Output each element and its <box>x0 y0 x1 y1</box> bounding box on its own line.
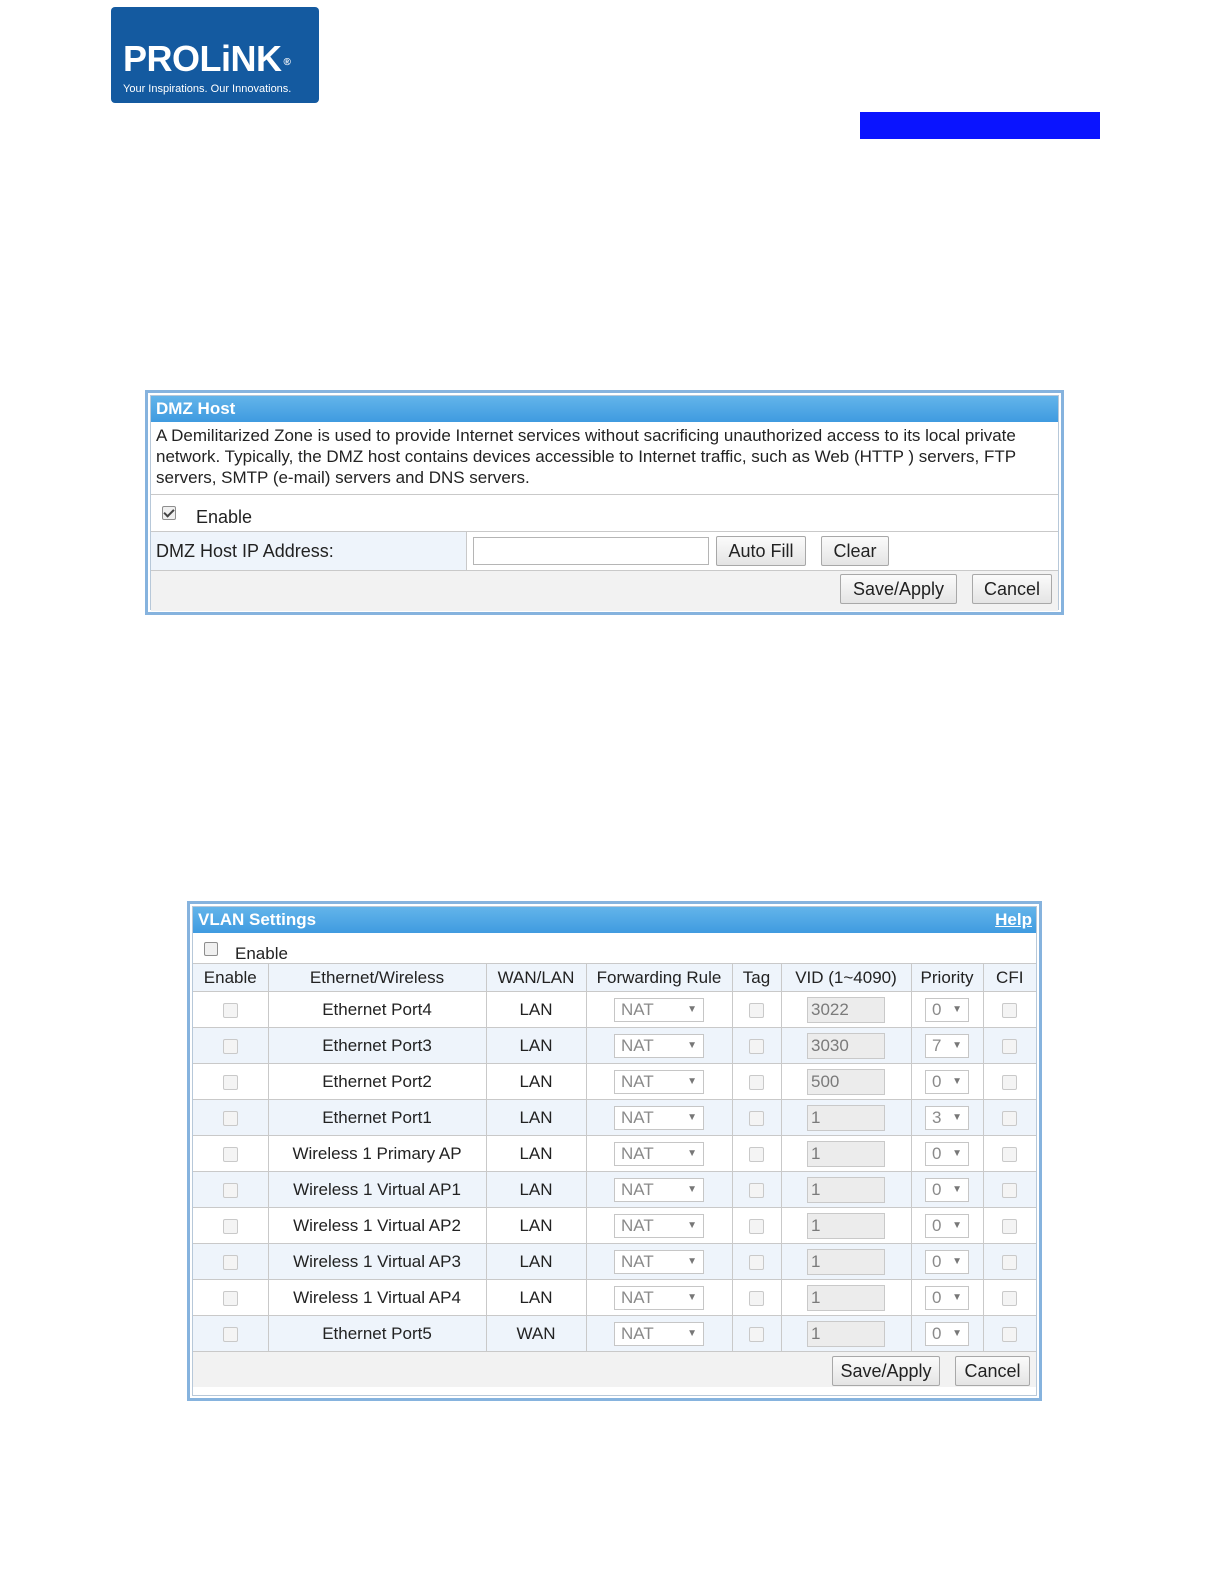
tag-checkbox[interactable] <box>749 1291 764 1306</box>
dmz-footer <box>151 571 1058 611</box>
row-tag-cell <box>732 1280 781 1316</box>
row-wan-lan: LAN <box>486 1064 586 1100</box>
dropdown-arrow-icon: ▼ <box>952 1219 962 1231</box>
row-vid-cell <box>781 1136 911 1172</box>
row-tag-cell <box>732 1316 781 1352</box>
row-enable-checkbox[interactable] <box>223 1111 238 1126</box>
row-interface-name: Wireless 1 Virtual AP4 <box>268 1280 486 1316</box>
dropdown-arrow-icon: ▼ <box>952 1075 962 1087</box>
row-forwarding-cell <box>586 1064 732 1100</box>
priority-value: 0 <box>932 1323 942 1343</box>
priority-select[interactable] <box>925 1322 969 1346</box>
column-header: Forwarding Rule <box>586 964 732 992</box>
row-priority-cell <box>911 1064 983 1100</box>
priority-value: 0 <box>932 1143 942 1163</box>
prolink-logo <box>111 7 319 103</box>
forwarding-rule-select[interactable] <box>614 1034 704 1058</box>
dmz-save-apply-button[interactable]: Save/Apply <box>840 574 957 604</box>
dropdown-arrow-icon: ▼ <box>687 1003 697 1015</box>
forwarding-rule-value: NAT <box>621 999 654 1019</box>
vid-input[interactable]: 500 <box>807 1069 885 1095</box>
checkbox-icon <box>204 942 218 956</box>
row-wan-lan: LAN <box>486 1172 586 1208</box>
row-priority-cell <box>911 1136 983 1172</box>
dropdown-arrow-icon: ▼ <box>687 1039 697 1051</box>
row-forwarding-cell <box>586 1136 732 1172</box>
row-forwarding-cell <box>586 992 732 1028</box>
row-enable-cell <box>193 1316 268 1352</box>
forwarding-rule-select[interactable] <box>614 1070 704 1094</box>
tag-checkbox[interactable] <box>749 1147 764 1162</box>
row-interface-name: Wireless 1 Virtual AP2 <box>268 1208 486 1244</box>
dropdown-arrow-icon: ▼ <box>952 1039 962 1051</box>
row-forwarding-cell <box>586 1100 732 1136</box>
dropdown-arrow-icon: ▼ <box>952 1291 962 1303</box>
auto-fill-button[interactable]: Auto Fill <box>716 536 806 566</box>
dmz-description: A Demilitarized Zone is used to provide Internet services without sacrificing unauthorized access to its local private network. Typically, the DMZ host contains devices accessible to Internet traffic, such as Web (HTTP ) servers, FTP servers, SMTP (e-mail) servers and DNS servers. <box>151 422 1058 495</box>
row-enable-checkbox[interactable] <box>223 1003 238 1018</box>
priority-value: 0 <box>932 1215 942 1235</box>
dmz-ip-row <box>151 532 1058 571</box>
tag-checkbox[interactable] <box>749 1111 764 1126</box>
dropdown-arrow-icon: ▼ <box>687 1219 697 1231</box>
row-vid-cell <box>781 1280 911 1316</box>
vlan-save-apply-button[interactable]: Save/Apply <box>832 1356 940 1386</box>
row-wan-lan: LAN <box>486 1208 586 1244</box>
row-enable-cell <box>193 1208 268 1244</box>
dropdown-arrow-icon: ▼ <box>687 1147 697 1159</box>
vlan-enable-label: Enable <box>235 944 288 963</box>
vlan-enable-row <box>193 933 1036 964</box>
vid-input[interactable]: 3030 <box>807 1033 885 1059</box>
dropdown-arrow-icon: ▼ <box>952 1183 962 1195</box>
row-wan-lan: LAN <box>486 1136 586 1172</box>
dropdown-arrow-icon: ▼ <box>687 1111 697 1123</box>
vlan-settings-panel <box>187 901 1042 1401</box>
column-header: Tag <box>732 964 781 992</box>
row-cfi-cell <box>983 1100 1036 1136</box>
dropdown-arrow-icon: ▼ <box>687 1291 697 1303</box>
row-vid-cell <box>781 1208 911 1244</box>
row-interface-name: Ethernet Port2 <box>268 1064 486 1100</box>
row-forwarding-cell <box>586 1172 732 1208</box>
column-header: VID (1~4090) <box>781 964 911 992</box>
row-vid-cell <box>781 1244 911 1280</box>
row-enable-checkbox[interactable] <box>223 1291 238 1306</box>
row-cfi-cell <box>983 1244 1036 1280</box>
column-header: Ethernet/Wireless <box>268 964 486 992</box>
forwarding-rule-value: NAT <box>621 1323 654 1343</box>
row-enable-checkbox[interactable] <box>223 1327 238 1342</box>
table-row <box>193 1136 1036 1172</box>
dropdown-arrow-icon: ▼ <box>952 1003 962 1015</box>
priority-value: 0 <box>932 1287 942 1307</box>
cfi-checkbox[interactable] <box>1002 1255 1017 1270</box>
tag-checkbox[interactable] <box>749 1075 764 1090</box>
priority-value: 3 <box>932 1107 942 1127</box>
column-header: CFI <box>983 964 1036 992</box>
row-forwarding-cell <box>586 1316 732 1352</box>
vid-input[interactable]: 1 <box>807 1105 885 1131</box>
forwarding-rule-select[interactable] <box>614 1322 704 1346</box>
priority-select[interactable] <box>925 1142 969 1166</box>
forwarding-rule-value: NAT <box>621 1035 654 1055</box>
row-wan-lan: WAN <box>486 1316 586 1352</box>
row-interface-name: Wireless 1 Virtual AP1 <box>268 1172 486 1208</box>
row-enable-checkbox[interactable] <box>223 1255 238 1270</box>
dmz-enable-row <box>151 495 1058 532</box>
vlan-enable-checkbox[interactable] <box>204 941 218 961</box>
priority-select[interactable] <box>925 1286 969 1310</box>
row-vid-cell <box>781 1100 911 1136</box>
vid-input[interactable]: 1 <box>807 1177 885 1203</box>
priority-value: 0 <box>932 1179 942 1199</box>
row-interface-name: Wireless 1 Primary AP <box>268 1136 486 1172</box>
row-interface-name: Ethernet Port5 <box>268 1316 486 1352</box>
vlan-title <box>193 907 1036 933</box>
table-row <box>193 1028 1036 1064</box>
tag-checkbox[interactable] <box>749 1255 764 1270</box>
row-wan-lan: LAN <box>486 1100 586 1136</box>
dropdown-arrow-icon: ▼ <box>687 1075 697 1087</box>
vid-input[interactable]: 1 <box>807 1285 885 1311</box>
vlan-table <box>193 964 1036 1352</box>
cfi-checkbox[interactable] <box>1002 1111 1017 1126</box>
column-header: Enable <box>193 964 268 992</box>
dmz-cancel-button[interactable]: Cancel <box>972 574 1052 604</box>
highlight-bar <box>860 112 1100 139</box>
tag-checkbox[interactable] <box>749 1327 764 1342</box>
row-priority-cell <box>911 1100 983 1136</box>
vlan-cancel-button[interactable]: Cancel <box>955 1356 1030 1386</box>
priority-select[interactable] <box>925 998 969 1022</box>
forwarding-rule-select[interactable] <box>614 1286 704 1310</box>
vid-input[interactable]: 3022 <box>807 997 885 1023</box>
row-enable-checkbox[interactable] <box>223 1075 238 1090</box>
forwarding-rule-value: NAT <box>621 1287 654 1307</box>
cfi-checkbox[interactable] <box>1002 1327 1017 1342</box>
priority-select[interactable] <box>925 1070 969 1094</box>
row-tag-cell <box>732 1172 781 1208</box>
dropdown-arrow-icon: ▼ <box>952 1327 962 1339</box>
row-enable-checkbox[interactable] <box>223 1147 238 1162</box>
vid-input[interactable]: 1 <box>807 1321 885 1347</box>
row-cfi-cell <box>983 1136 1036 1172</box>
priority-select[interactable] <box>925 1106 969 1130</box>
row-forwarding-cell <box>586 1244 732 1280</box>
row-tag-cell <box>732 1100 781 1136</box>
logo-brand: PROLiNK ® <box>123 38 291 79</box>
forwarding-rule-select[interactable] <box>614 1142 704 1166</box>
row-enable-cell <box>193 1280 268 1316</box>
dmz-enable-label: Enable <box>196 507 253 527</box>
checkmark-icon <box>162 506 176 520</box>
priority-select[interactable] <box>925 1178 969 1202</box>
row-enable-checkbox[interactable] <box>223 1183 238 1198</box>
dropdown-arrow-icon: ▼ <box>952 1147 962 1159</box>
forwarding-rule-select[interactable] <box>614 1106 704 1130</box>
forwarding-rule-select[interactable] <box>614 998 704 1022</box>
forwarding-rule-value: NAT <box>621 1071 654 1091</box>
row-forwarding-cell <box>586 1208 732 1244</box>
cfi-checkbox[interactable] <box>1002 1183 1017 1198</box>
row-interface-name: Ethernet Port1 <box>268 1100 486 1136</box>
vlan-footer <box>193 1352 1036 1387</box>
row-tag-cell <box>732 1208 781 1244</box>
cfi-checkbox[interactable] <box>1002 1291 1017 1306</box>
row-cfi-cell <box>983 1280 1036 1316</box>
row-cfi-cell <box>983 1316 1036 1352</box>
tag-checkbox[interactable] <box>749 1219 764 1234</box>
forwarding-rule-value: NAT <box>621 1179 654 1199</box>
row-cfi-cell <box>983 1064 1036 1100</box>
vid-input[interactable]: 1 <box>807 1141 885 1167</box>
row-wan-lan: LAN <box>486 1280 586 1316</box>
forwarding-rule-select[interactable] <box>614 1214 704 1238</box>
dropdown-arrow-icon: ▼ <box>687 1183 697 1195</box>
row-tag-cell <box>732 1244 781 1280</box>
row-enable-cell <box>193 1136 268 1172</box>
priority-value: 0 <box>932 1251 942 1271</box>
row-interface-name: Ethernet Port4 <box>268 992 486 1028</box>
table-row <box>193 1172 1036 1208</box>
row-vid-cell <box>781 1064 911 1100</box>
dmz-enable-checkbox[interactable] <box>162 504 176 525</box>
row-tag-cell <box>732 1136 781 1172</box>
row-priority-cell <box>911 1280 983 1316</box>
dropdown-arrow-icon: ▼ <box>687 1255 697 1267</box>
cfi-checkbox[interactable] <box>1002 1075 1017 1090</box>
registered-mark: ® <box>283 57 291 68</box>
row-vid-cell <box>781 1316 911 1352</box>
priority-select[interactable] <box>925 1214 969 1238</box>
column-header: WAN/LAN <box>486 964 586 992</box>
row-enable-cell <box>193 992 268 1028</box>
row-priority-cell <box>911 1172 983 1208</box>
priority-value: 0 <box>932 1071 942 1091</box>
forwarding-rule-value: NAT <box>621 1107 654 1127</box>
row-interface-name: Wireless 1 Virtual AP3 <box>268 1244 486 1280</box>
vid-input[interactable]: 1 <box>807 1249 885 1275</box>
priority-select[interactable] <box>925 1250 969 1274</box>
row-cfi-cell <box>983 1208 1036 1244</box>
cfi-checkbox[interactable] <box>1002 1039 1017 1054</box>
dmz-ip-input[interactable] <box>473 537 709 565</box>
row-wan-lan: LAN <box>486 992 586 1028</box>
row-priority-cell <box>911 1028 983 1064</box>
row-tag-cell <box>732 992 781 1028</box>
table-row <box>193 1280 1036 1316</box>
row-vid-cell <box>781 992 911 1028</box>
table-row <box>193 1064 1036 1100</box>
row-wan-lan: LAN <box>486 1244 586 1280</box>
dmz-ip-label: DMZ Host IP Address: <box>151 532 467 570</box>
row-enable-cell <box>193 1244 268 1280</box>
tag-checkbox[interactable] <box>749 1183 764 1198</box>
dmz-title: DMZ Host <box>151 396 1058 422</box>
priority-value: 7 <box>932 1035 942 1055</box>
row-priority-cell <box>911 1244 983 1280</box>
forwarding-rule-value: NAT <box>621 1143 654 1163</box>
row-enable-checkbox[interactable] <box>223 1039 238 1054</box>
row-cfi-cell <box>983 992 1036 1028</box>
priority-select[interactable] <box>925 1034 969 1058</box>
priority-value: 0 <box>932 999 942 1019</box>
vlan-header-row <box>193 964 1036 992</box>
logo-tagline: Your Inspirations. Our Innovations. <box>123 83 292 95</box>
dmz-host-panel <box>145 390 1064 615</box>
row-forwarding-cell <box>586 1280 732 1316</box>
row-enable-cell <box>193 1064 268 1100</box>
row-vid-cell <box>781 1172 911 1208</box>
row-enable-cell <box>193 1028 268 1064</box>
vlan-title-text: VLAN Settings <box>198 910 317 929</box>
forwarding-rule-value: NAT <box>621 1215 654 1235</box>
row-enable-cell <box>193 1172 268 1208</box>
dropdown-arrow-icon: ▼ <box>952 1111 962 1123</box>
cfi-checkbox[interactable] <box>1002 1147 1017 1162</box>
forwarding-rule-value: NAT <box>621 1251 654 1271</box>
column-header: Priority <box>911 964 983 992</box>
row-cfi-cell <box>983 1172 1036 1208</box>
table-row <box>193 1316 1036 1352</box>
row-priority-cell <box>911 1208 983 1244</box>
forwarding-rule-select[interactable] <box>614 1250 704 1274</box>
dropdown-arrow-icon: ▼ <box>687 1327 697 1339</box>
row-tag-cell <box>732 1028 781 1064</box>
row-priority-cell <box>911 992 983 1028</box>
vid-input[interactable]: 1 <box>807 1213 885 1239</box>
row-priority-cell <box>911 1316 983 1352</box>
tag-checkbox[interactable] <box>749 1039 764 1054</box>
row-wan-lan: LAN <box>486 1028 586 1064</box>
dropdown-arrow-icon: ▼ <box>952 1255 962 1267</box>
row-vid-cell <box>781 1028 911 1064</box>
clear-button[interactable]: Clear <box>821 536 889 566</box>
row-forwarding-cell <box>586 1028 732 1064</box>
cfi-checkbox[interactable] <box>1002 1003 1017 1018</box>
row-enable-checkbox[interactable] <box>223 1219 238 1234</box>
table-row <box>193 1100 1036 1136</box>
row-interface-name: Ethernet Port3 <box>268 1028 486 1064</box>
cfi-checkbox[interactable] <box>1002 1219 1017 1234</box>
row-tag-cell <box>732 1064 781 1100</box>
tag-checkbox[interactable] <box>749 1003 764 1018</box>
table-row <box>193 992 1036 1028</box>
table-row <box>193 1244 1036 1280</box>
table-row <box>193 1208 1036 1244</box>
row-enable-cell <box>193 1100 268 1136</box>
help-link[interactable]: Help <box>995 910 1032 929</box>
row-cfi-cell <box>983 1028 1036 1064</box>
forwarding-rule-select[interactable] <box>614 1178 704 1202</box>
